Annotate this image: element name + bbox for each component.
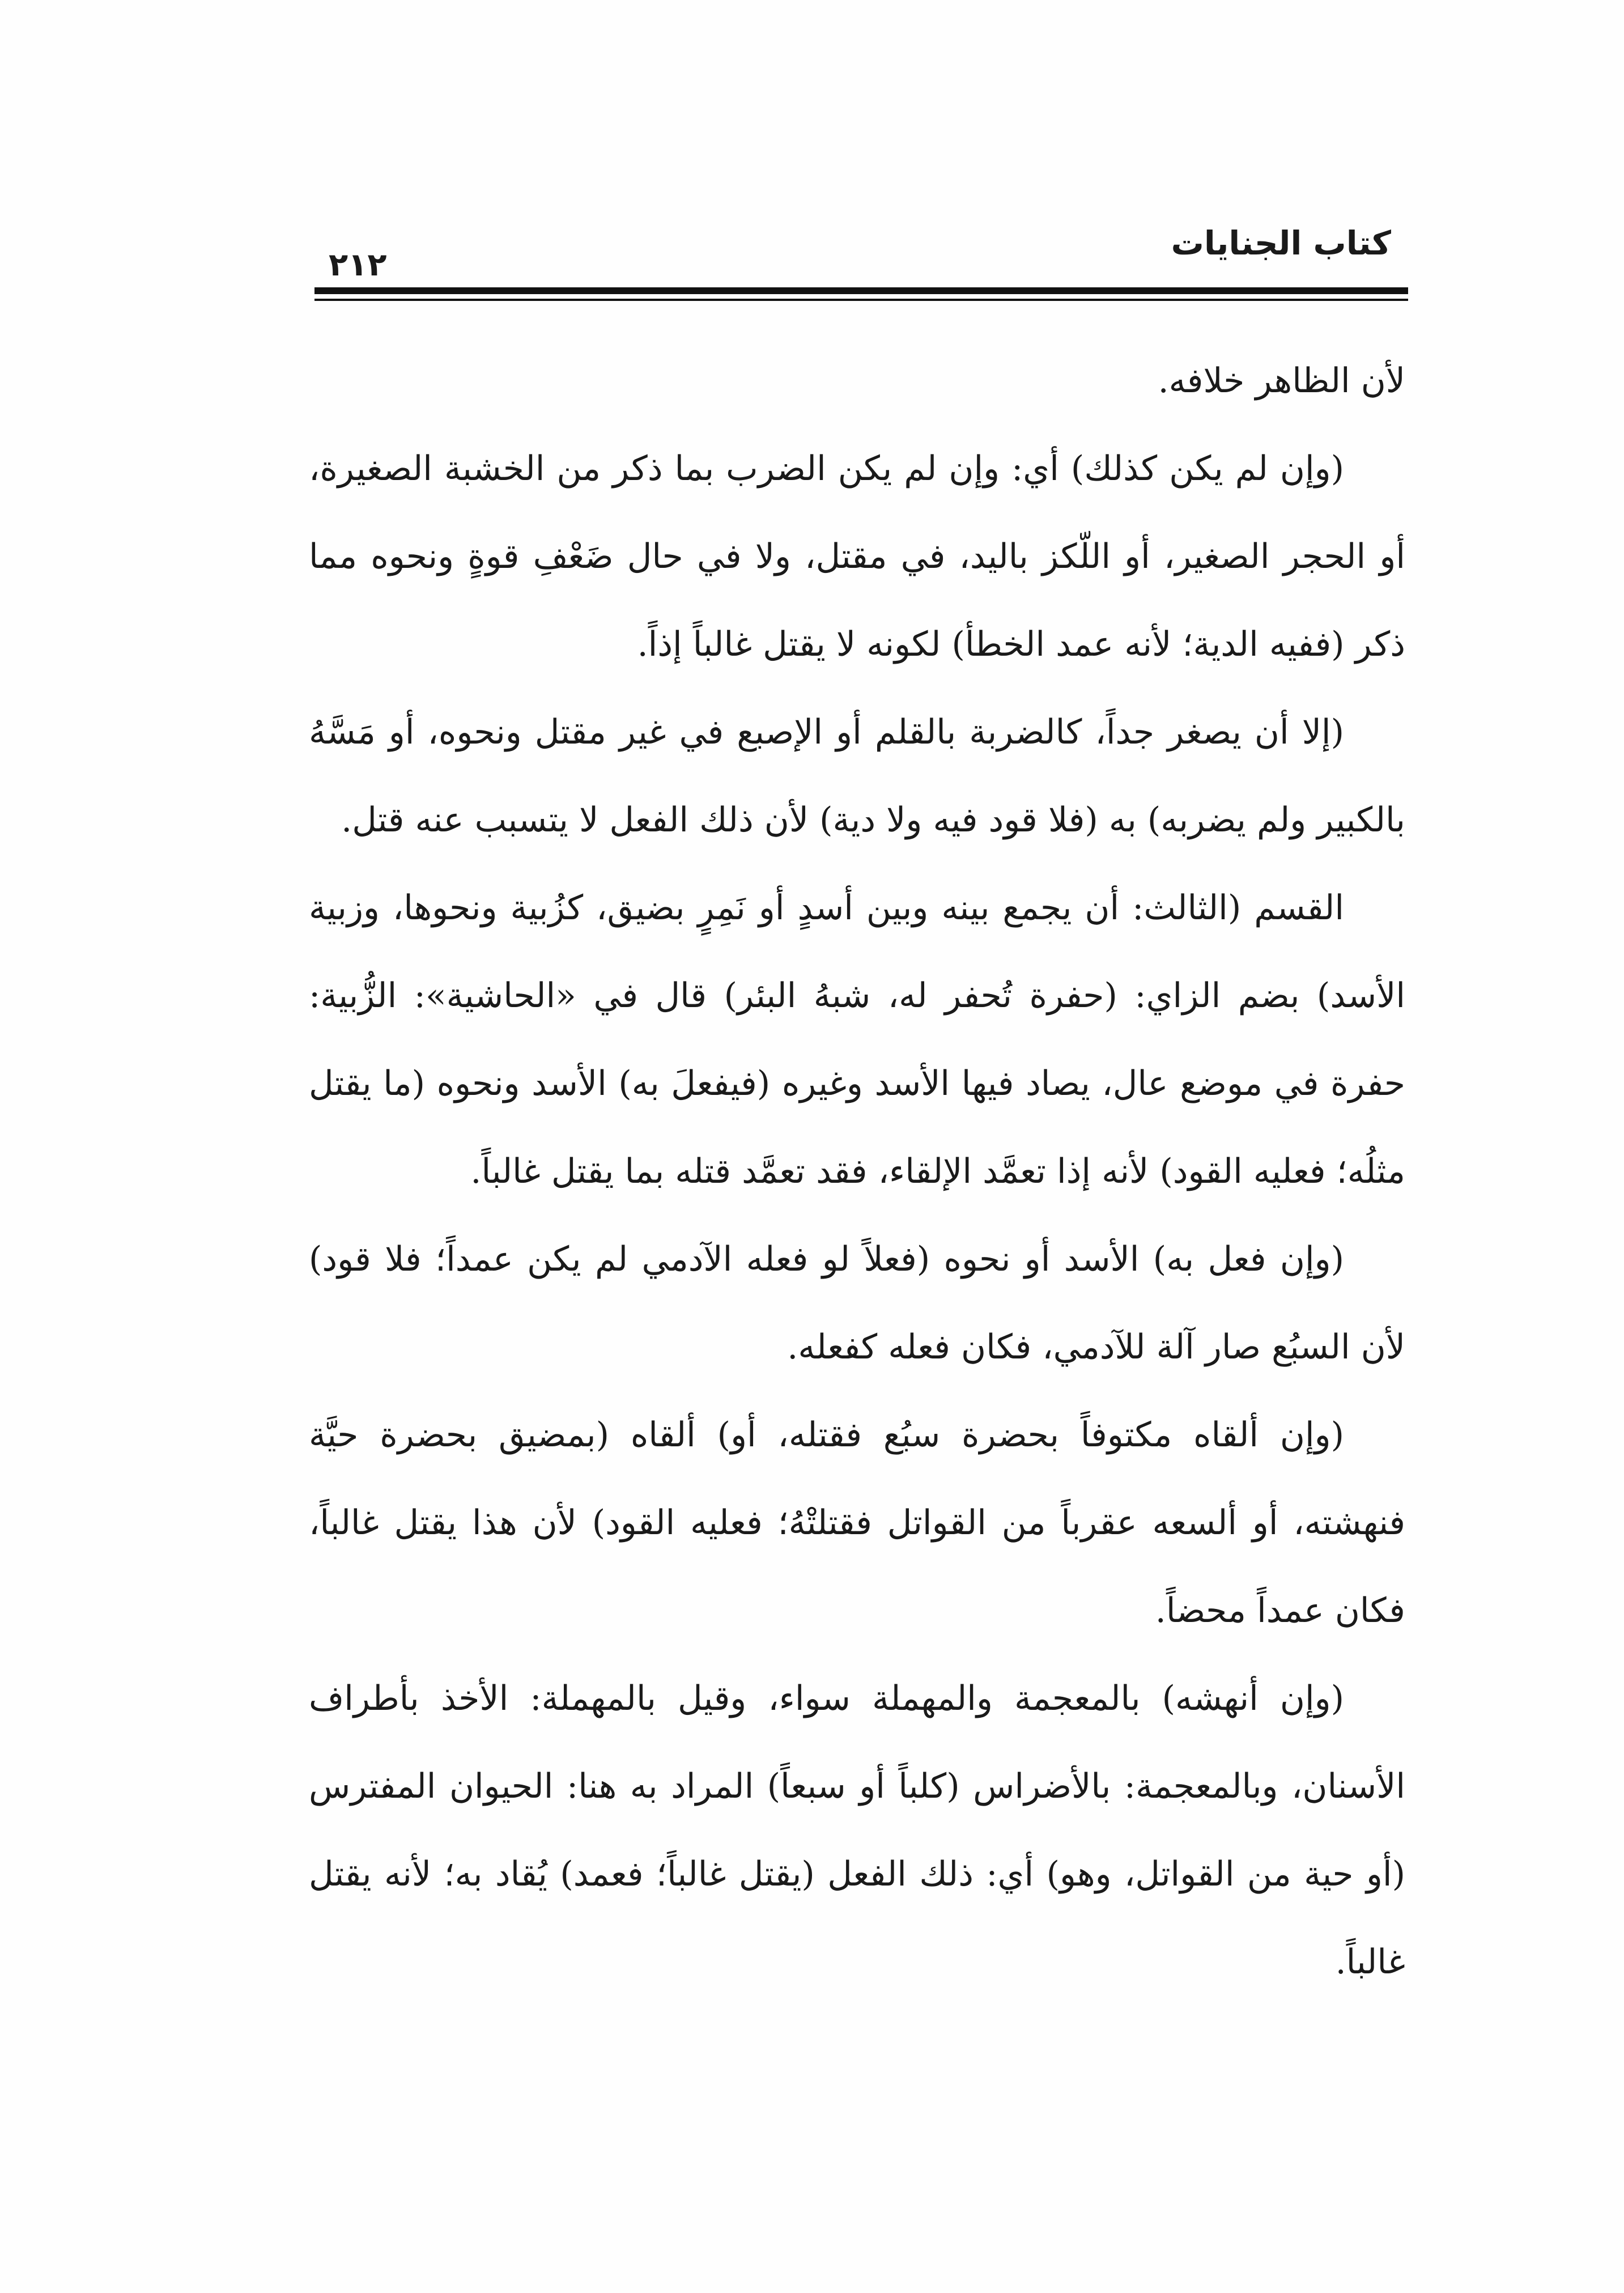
page-number: ٢١٢	[329, 247, 387, 283]
header-rule-thin	[314, 299, 1408, 301]
body-text	[309, 337, 1405, 2006]
paragraph: لأن الظاهر خلافه.	[1158, 361, 1405, 401]
paragraph: (وإن لم يكن كذلك) أي: وإن لم يكن الضرب بما ذكر من الخشبة الصغيرة، أو الحجر الصغير، أو اللّكز باليد، في مقتل، ولا في حال ضَعْفِ قوةٍ ونحوه مما ذكر (ففيه الدية؛ لأنه عمد الخطأ) لكونه لا يقتل غالباً إذاً.	[309, 449, 1405, 664]
header-rule-thick	[314, 287, 1408, 294]
paragraph: (وإن أنهشه) بالمعجمة والمهملة سواء، وقيل بالمهملة: الأخذ بأطراف الأسنان، وبالمعجمة: بالأضراس (كلباً أو سبعاً) المراد به هنا: الحيوان المفترس (أو حية من القواتل، وهو) أي: ذلك الفعل (يقتل غالباً؛ فعمد) يُقاد به؛ لأنه يقتل غالباً.	[309, 1679, 1405, 1982]
page-header	[314, 218, 1408, 303]
running-title: كتاب الجنايات	[1171, 224, 1391, 262]
paragraph: (وإن ألقاه مكتوفاً بحضرة سبُع فقتله، أو) ألقاه (بمضيق بحضرة حيَّة فنهشته، أو ألسعه عقرباً من القواتل فقتلتْهُ؛ فعليه القود) لأن هذا يقتل غالباً، فكان عمداً محضاً.	[309, 1415, 1405, 1630]
paragraph: (وإن فعل به) الأسد أو نحوه (فعلاً لو فعله الآدمي لم يكن عمداً؛ فلا قود) لأن السبُع صار آلة للآدمي، فكان فعله كفعله.	[309, 1239, 1405, 1367]
paragraph: القسم (الثالث: أن يجمع بينه وبين أسدٍ أو نَمِرٍ بضيق، كزُبية ونحوها، وزبية الأسد) بضم الزاي: (حفرة تُحفر له، شبهُ البئر) قال في «الحاشية»: الزُّبية: حفرة في موضع عال، يصاد فيها الأسد وغيره (فيفعلَ به) الأسد ونحوه (ما يقتل مثلُه؛ فعليه القود) لأنه إذا تعمَّد الإلقاء، فقد تعمَّد قتله بما يقتل غالباً.	[309, 888, 1405, 1191]
paragraph: (إلا أن يصغر جداً، كالضربة بالقلم أو الإصبع في غير مقتل ونحوه، أو مَسَّهُ بالكبير ولم يضربه) به (فلا قود فيه ولا دية) لأن ذلك الفعل لا يتسبب عنه قتل.	[309, 712, 1405, 840]
